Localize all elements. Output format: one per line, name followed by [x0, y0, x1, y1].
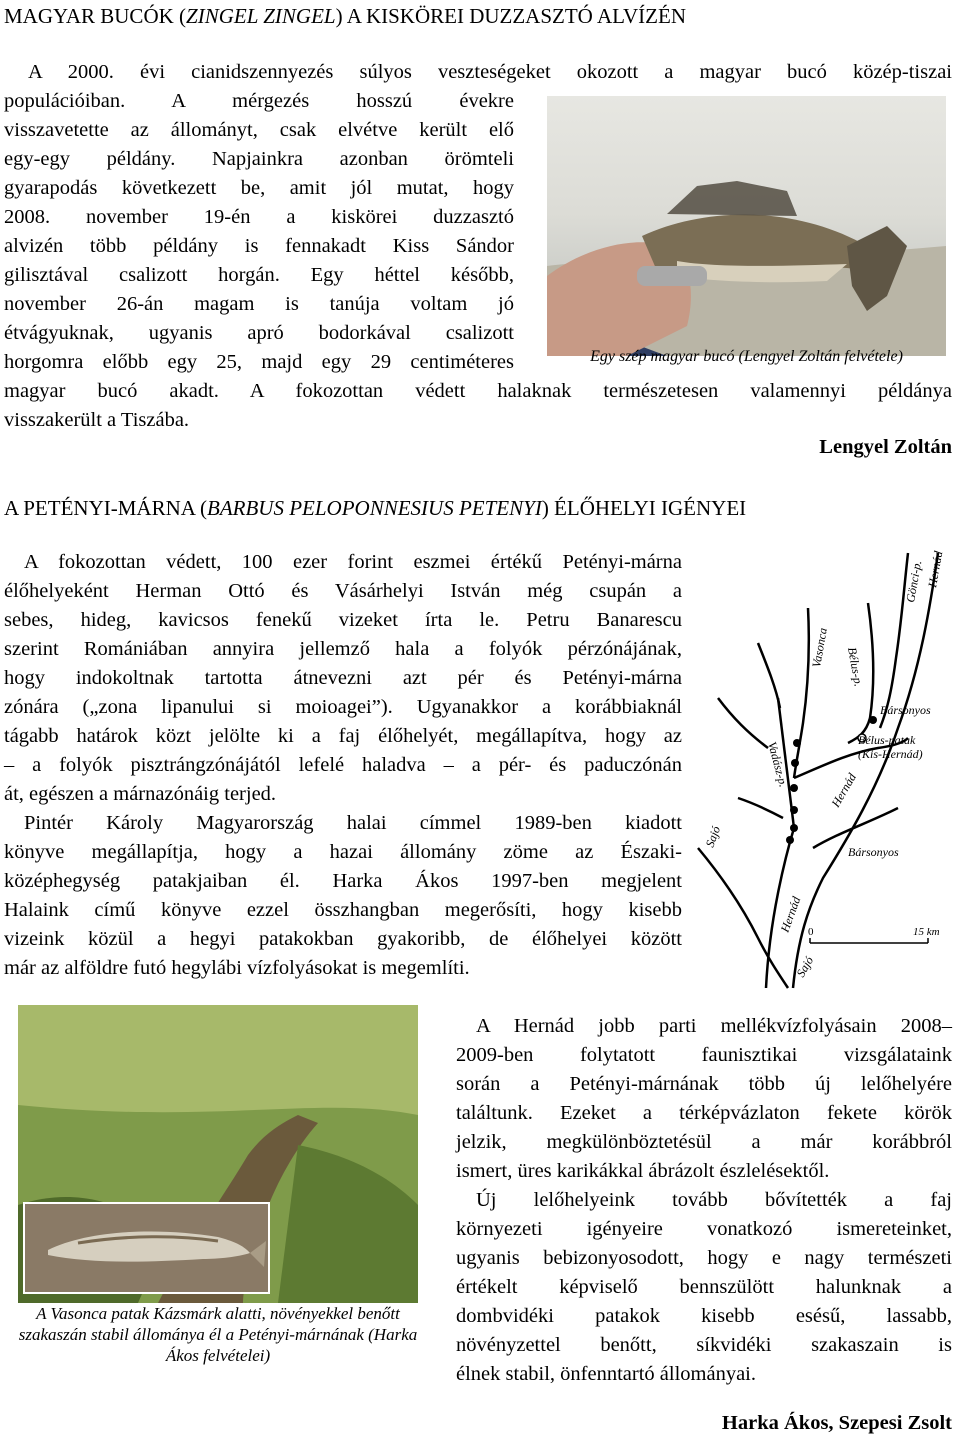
text-line: könyve megállapítja, hogy a hazai állomány zöme az Északi- [4, 841, 682, 863]
text-line: A Hernád jobb parti mellékvízfolyásain 2008– [476, 1015, 952, 1037]
map-label-hernad-bottom: Hernád [777, 894, 804, 935]
article2-title-prefix: A PETÉNYI-MÁRNA ( [4, 496, 207, 520]
map-label-hernad-mid: Hernád [828, 770, 859, 810]
map-label-belus-patak: Bélus-patak [858, 733, 916, 747]
article2-body-left [4, 548, 682, 983]
scale-zero-label: 0 [808, 926, 814, 938]
scale-end-label: 15 km [913, 926, 940, 938]
article2-title [4, 496, 746, 520]
article1-title-species: ZINGEL ZINGEL [186, 4, 336, 28]
text-line: visszavetette az állományt, csak elvétve került elő [4, 119, 514, 141]
text-line: horgomra előbb egy 25, majd egy 29 centiméteres [4, 351, 514, 373]
text-line: populációiban. A mérgezés hosszú évekre [4, 90, 514, 112]
article2-body-right [456, 1012, 952, 1389]
article1-title [4, 4, 686, 28]
article1-author: Lengyel Zoltán [819, 436, 952, 458]
map-label-vasonca: Vasonca [809, 626, 830, 669]
text-line: környezeti igényeire vonatkozó ismereteinket, [456, 1218, 952, 1240]
text-line: magyar bucó akadt. A fokozottan védett halaknak természetesen valamennyi példánya [4, 380, 952, 402]
article2-title-suffix: ) ÉLŐHELYI IGÉNYEI [541, 496, 747, 520]
text-line: 2009-ben folytatott faunisztikai vizsgálataink [456, 1044, 952, 1066]
text-line: gilisztával csalizott horgán. Egy héttel később, [4, 264, 514, 286]
text-line: gyarapodás következett be, amit jól mutat, hogy [4, 177, 514, 199]
text-line: 2008. november 19-én a kiskörei duzzasztó [4, 206, 514, 228]
fish-photo-caption: Egy szép magyar bucó (Lengyel Zoltán felvétele) [590, 348, 903, 365]
text-line: – a folyók pisztrángzónájától lefelé haladva – a pér- és paduczónán [4, 754, 682, 776]
article2-author: Harka Ákos, Szepesi Zsolt [721, 1412, 952, 1434]
text-line: Új lelőhelyeink tovább bővítették a faj [476, 1189, 952, 1211]
vasonca-stream-photo [18, 1005, 418, 1303]
text-line: vizeink közül a hegyi patakokban gyakoribb, de élőhelyei között [4, 928, 682, 950]
text-line: szerint Romániában annyira jellemző hala a folyók pérzónájának, [4, 638, 682, 660]
text-line: A 2000. évi cianidszennyezés súlyos veszteségeket okozott a magyar bucó közép-tiszai [28, 61, 952, 83]
text-line: Halaink című könyve ezzel összhangban megerősíti, hogy kisebb [4, 899, 682, 921]
text-line: hogy indokoltnak tartotta átnevezni azt pér és Petényi-márna [4, 667, 682, 689]
text-line: jelzik, megkülönböztetésül a már korábbról [456, 1131, 952, 1153]
article1-title-suffix: ) A KISKÖREI DUZZASZTÓ ALVÍZÉN [335, 4, 686, 28]
map-label-sajo-2: Sajó [793, 954, 817, 980]
text-line: élnek stabil, önfenntartó állományai. [456, 1363, 757, 1385]
map-label-barsonyos-2: Bársonyos [848, 845, 899, 859]
map-label-sajo-1: Sajó [702, 824, 724, 850]
article1-intro [4, 58, 952, 87]
text-line: élőhelyeként Herman Ottó és Vásárhelyi István még csupán a [4, 580, 682, 602]
text-line: értékelt képviselő bennszülött halunknak a [456, 1276, 952, 1298]
article1-body-side [4, 87, 514, 377]
zander-fish-photo [547, 96, 946, 365]
text-line: dombvidéki patakok kisebb esésű, lassabb, [456, 1305, 952, 1327]
stream-illustration [18, 1005, 418, 1303]
article1-title-prefix: MAGYAR BUCÓK ( [4, 4, 187, 28]
text-line: ugyanis bebizonyosodott, hogy e nagy természeti [456, 1247, 952, 1269]
text-line: során a Petényi-márnának több új lelőhelyére [456, 1073, 952, 1095]
map-label-vadasz: Vadász-p. [765, 740, 791, 789]
map-label-gonci: Gönci-p. [903, 559, 925, 604]
stream-photo-caption: A Vasonca patak Kázsmárk alatti, növényekkel benőtt szakaszán stabil állománya él a Petényi-márnának (Harka Ákos felvételei) [18, 1304, 418, 1365]
text-line: már az alföldre futó hegylábi vízfolyásokat is megemlíti. [4, 957, 470, 979]
text-line: visszakerült a Tiszába. [4, 409, 190, 431]
text-line: alvizén több példány is fennakadt Kiss Sándor [4, 235, 514, 257]
article2-title-species: BARBUS PELOPONNESIUS PETENYI [207, 496, 542, 520]
text-line: november 26-án magam is tanúja voltam jó [4, 293, 514, 315]
hernad-tributaries-map [698, 548, 956, 988]
map-label-kis-hernad: (Kis-Hernád) [858, 747, 923, 761]
text-line: A fokozottan védett, 100 ezer forint eszmei értékű Petényi-márna [24, 551, 682, 573]
river-map [698, 548, 956, 988]
text-line: sebes, hideg, kavicsos fenekű vizeket írta le. Petru Banarescu [4, 609, 682, 631]
map-label-belus-p: Bélus-p. [845, 646, 866, 688]
map-label-barsonyos-1: Bársonyos [880, 703, 931, 717]
text-line: zónára („zona lipanului si moioagei”). Ugyanakkor a korábbiaknál [4, 696, 682, 718]
map-label-hernad-top: Hernád [925, 549, 946, 589]
text-line: ismert, üres karikákkal ábrázolt észlelésektől. [456, 1160, 830, 1182]
article1-body-bottom [4, 377, 952, 435]
text-line: tágabb határok közt jelölte ki a faj élőhelyét, megállapítva, hogy az [4, 725, 682, 747]
text-line: Pintér Károly Magyarország halai címmel 1989-ben kiadott [24, 812, 682, 834]
text-line: étvágyuknak, ugyanis apró bodorkával csalizott [4, 322, 514, 344]
text-line: át, egészen a márnazónáig terjed. [4, 783, 277, 805]
text-line: egy-egy példány. Napjainkra azonban örömteli [4, 148, 514, 170]
fish-in-hand-illustration [547, 96, 946, 356]
text-line: találtunk. Ezeket a térképvázlaton fekete körök [456, 1102, 952, 1124]
text-line: növényzettel benőtt, síkvidéki szakaszain is [456, 1334, 952, 1356]
text-line: középhegység patakjaiban él. Harka Ákos 1997-ben megjelent [4, 870, 682, 892]
map-scale-bar [808, 926, 940, 943]
